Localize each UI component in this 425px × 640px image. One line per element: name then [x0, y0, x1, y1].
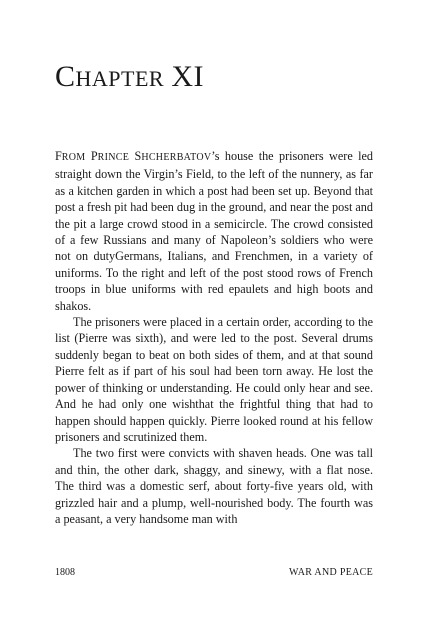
chapter-title-numeral: XI: [171, 60, 204, 93]
opening-capital-3: S: [134, 149, 142, 163]
running-head-cap-2: P: [339, 567, 346, 578]
chapter-title-initial: C: [55, 60, 76, 93]
opening-smallcaps-2: RINCE: [97, 152, 130, 163]
running-head-small-2: EACE: [345, 567, 373, 578]
paragraph-1: [55, 148, 373, 314]
opening-capital-2: P: [90, 149, 98, 163]
chapter-title-word: HAPTER: [75, 66, 165, 91]
running-head-small-1: AR AND: [297, 567, 337, 578]
paragraph-3: The two first were convicts with shaven heads. One was tall and thin, the other dark, shaggy, and sinewy, with a flat nose. The third was a domestic serf, about forty-five years old, with grizzled hair and a plump, well-nourished body. The fourth was a peasant, a very handsome man with: [55, 446, 373, 526]
running-head-cap-1: W: [289, 567, 298, 578]
paragraph-2: The prisoners were placed in a certain order, according to the list (Pierre was sixth), and were led to the post. Several drums suddenly began to beat on both sides of them, and at that sound Pierre felt as if part of his soul had been torn away. He lost the power of thinking or understanding. He could only hear and see. And he had only one wishthat the frightful thing that had to happen should happen quickly. Pierre looked round at his fellow prisoners and scrutinized them.: [55, 315, 373, 444]
chapter-title: [55, 60, 204, 94]
chapter-body: [55, 148, 373, 527]
page-number: 1808: [55, 567, 75, 578]
opening-capital-1: F: [55, 149, 62, 163]
opening-smallcaps-1: ROM: [61, 152, 86, 163]
opening-smallcaps-3: HCHERBATOV: [141, 152, 212, 163]
running-head: [289, 567, 373, 578]
paragraph-1-text: ’s house the prisoners were led straight down the Virgin’s Field, to the left of the nunnery, as far as a kitchen garden in which a post had been set up. Beyond that post a fresh pit had been dug in the ground, and near the post and the pit a large crowd stood in a semicircle. The crowd consisted of a few Russians and many of Napoleon’s soldiers who were not on dutyGermans, Italians, and Frenchmen, in a variety of uniforms. To the right and left of the post stood rows of French troops in blue uniforms with red epaulets and high boots and shakos.: [55, 149, 373, 313]
